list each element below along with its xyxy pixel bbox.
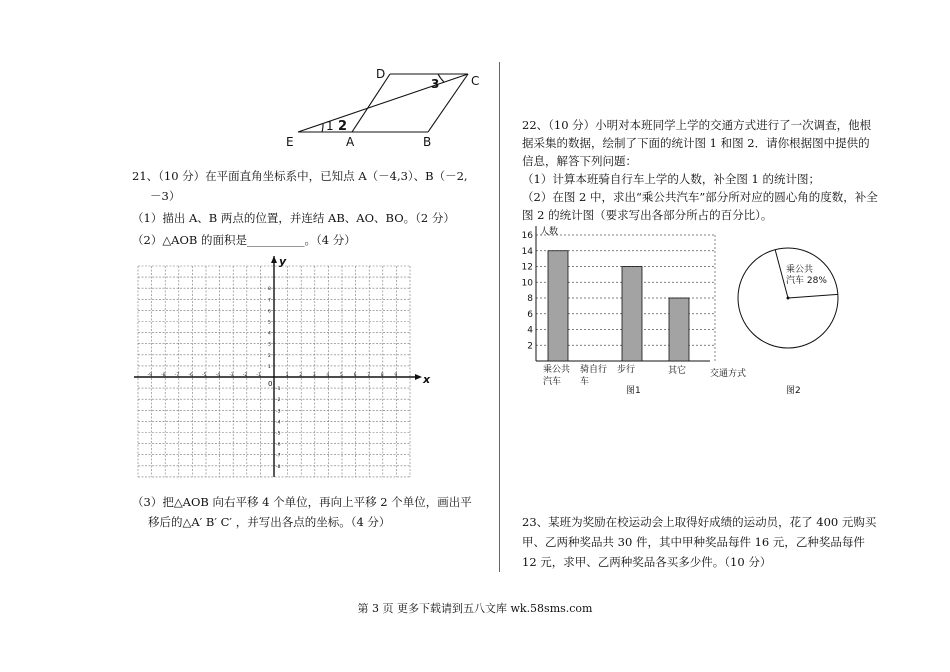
pie-center-dot xyxy=(787,297,790,300)
geometry-figure xyxy=(280,62,500,152)
coordinate-grid xyxy=(132,255,431,486)
q21-intro-line1: 21、（10 分）在平面直角坐标系中，已知点 A（－4,3）、B（－2, xyxy=(132,169,468,183)
x-tick-label: -6 xyxy=(188,373,193,378)
x-tick-label: -7 xyxy=(174,373,180,378)
x-tick-label: -3 xyxy=(229,373,234,378)
x-tick-label: -4 xyxy=(215,373,221,378)
point-d-label: D xyxy=(376,67,386,81)
x-axis-arrow xyxy=(415,374,422,380)
pie-chart-title: 图2 xyxy=(786,386,801,396)
q21-part3-line2: 移后的△A′ B′ C′ ，并写出各点的坐标。（4 分） xyxy=(148,515,391,529)
bar-chart-figure1 xyxy=(510,224,760,399)
q23-text: 23、某班为奖励在校运动会上取得好成绩的运动员，花了 400 元购买甲、乙两种奖品共 30 件，其中甲种奖品每件 16 元，乙种奖品每件 12 元，求甲、乙两种奖品各买多少件。（10 分） xyxy=(522,515,877,569)
bar-chart-y-label: 人数 xyxy=(540,227,559,237)
bar-chart-y-tick: 4 xyxy=(527,325,533,336)
origin-label: 0 xyxy=(268,380,273,388)
bar-chart-category-label: 乘公共 xyxy=(543,365,571,375)
point-e-label: E xyxy=(286,135,294,149)
x-tick-label: -2 xyxy=(242,373,248,378)
bar-chart-y-tick: 6 xyxy=(527,309,533,320)
y-tick-label: 5 xyxy=(268,320,271,326)
x-tick-label: 5 xyxy=(340,373,343,378)
y-tick-label: -2 xyxy=(276,398,281,404)
x-tick-label: 6 xyxy=(353,373,357,378)
y-tick-label: -3 xyxy=(276,409,281,415)
bar-chart-y-tick: 12 xyxy=(521,262,533,273)
angle-2-label: 2 xyxy=(338,119,348,134)
column-divider xyxy=(499,62,500,572)
bar-chart-category-label: 其它 xyxy=(668,366,687,376)
y-tick-label: -6 xyxy=(276,442,281,448)
bar-chart-y-tick: 10 xyxy=(521,278,533,289)
bar-chart-category-label: 步行 xyxy=(617,365,636,375)
x-tick-label: -8 xyxy=(161,373,166,378)
x-tick-label: 2 xyxy=(299,373,303,378)
q21-part1: （1）描出 A、B 两点的位置，并连结 AB、AO、BO。（2 分） xyxy=(132,211,455,225)
bar-chart-category-label: 汽车 xyxy=(543,377,562,387)
bar-chart-title: 图1 xyxy=(626,386,641,396)
x-tick-label: -5 xyxy=(202,373,207,378)
page-footer: 第 3 页 更多下载请到五八文库 wk.58sms.com xyxy=(357,602,593,615)
x-tick-label: 7 xyxy=(367,373,371,378)
q21-intro-line2: －3） xyxy=(150,189,181,203)
y-tick-label: 3 xyxy=(268,342,271,348)
y-tick-label: 7 xyxy=(268,298,271,304)
y-tick-label: 1 xyxy=(268,364,271,370)
pie-slice-label: 乘公共 xyxy=(786,265,814,275)
bar-chart-y-tick: 14 xyxy=(521,246,533,257)
y-tick-label: 6 xyxy=(268,309,271,315)
x-tick-label: 1 xyxy=(285,373,289,378)
point-a-label: A xyxy=(346,135,355,149)
pie-chart-figure2 xyxy=(730,250,860,400)
bar-3 xyxy=(622,267,642,362)
bar-1 xyxy=(548,251,568,361)
x-tick-label: -9 xyxy=(147,373,153,378)
y-tick-label: -8 xyxy=(276,464,281,470)
angle-1-label: 1 xyxy=(326,119,334,133)
x-tick-label: 4 xyxy=(326,373,330,378)
x-axis-label: x xyxy=(423,373,431,386)
y-tick-label: -1 xyxy=(276,387,281,393)
y-axis-arrow xyxy=(271,256,277,263)
q21-part3-line1: （3）把△AOB 向右平移 4 个单位，再向上平移 2 个单位，画出平 xyxy=(132,495,472,509)
x-tick-label: 3 xyxy=(312,373,316,378)
bar-4 xyxy=(669,298,689,361)
bar-chart-x-label: 交通方式 xyxy=(710,369,747,379)
q22-intro: 22、（10 分）小明对本班同学上学的交通方式进行了一次调查，他根据采集的数据，绘制了下面的统计图 1 和图 2．请你根据图中提供的信息，解答下列问题： xyxy=(522,118,872,168)
q22-part2: （2）在图 2 中，求出“乘公共汽车”部分所对应的圆心角的度数，补全图 2 的统计图（要求写出各部分所占的百分比）。 xyxy=(522,190,878,222)
y-tick-label: 4 xyxy=(268,331,271,337)
pie-slice-label: 汽车 28% xyxy=(786,276,827,286)
point-c-label: C xyxy=(471,74,480,88)
bar-chart-category-label: 骑自行 xyxy=(580,365,608,375)
bar-chart-y-tick: 8 xyxy=(527,294,533,304)
point-b-label: B xyxy=(423,135,432,149)
x-tick-label: 9 xyxy=(394,373,398,378)
q22-part1: （1）计算本班骑自行车上学的人数，补全图 1 的统计图； xyxy=(522,172,820,186)
q21-part2: （2）△AOB 的面积是__________。（4 分） xyxy=(132,233,356,247)
y-tick-label: -4 xyxy=(276,420,281,426)
bar-chart-y-tick: 2 xyxy=(527,341,533,352)
x-tick-label: -1 xyxy=(256,373,261,378)
y-tick-label: 8 xyxy=(268,287,271,293)
y-axis-label: y xyxy=(279,255,287,268)
x-tick-label: 8 xyxy=(380,373,384,378)
angle-3-label: 3 xyxy=(431,77,440,91)
y-tick-label: -7 xyxy=(276,453,281,459)
bar-chart-category-label: 车 xyxy=(580,377,590,387)
y-tick-label: 2 xyxy=(268,353,271,359)
bar-chart-y-tick: 16 xyxy=(521,231,533,241)
y-tick-label: -5 xyxy=(276,431,281,437)
